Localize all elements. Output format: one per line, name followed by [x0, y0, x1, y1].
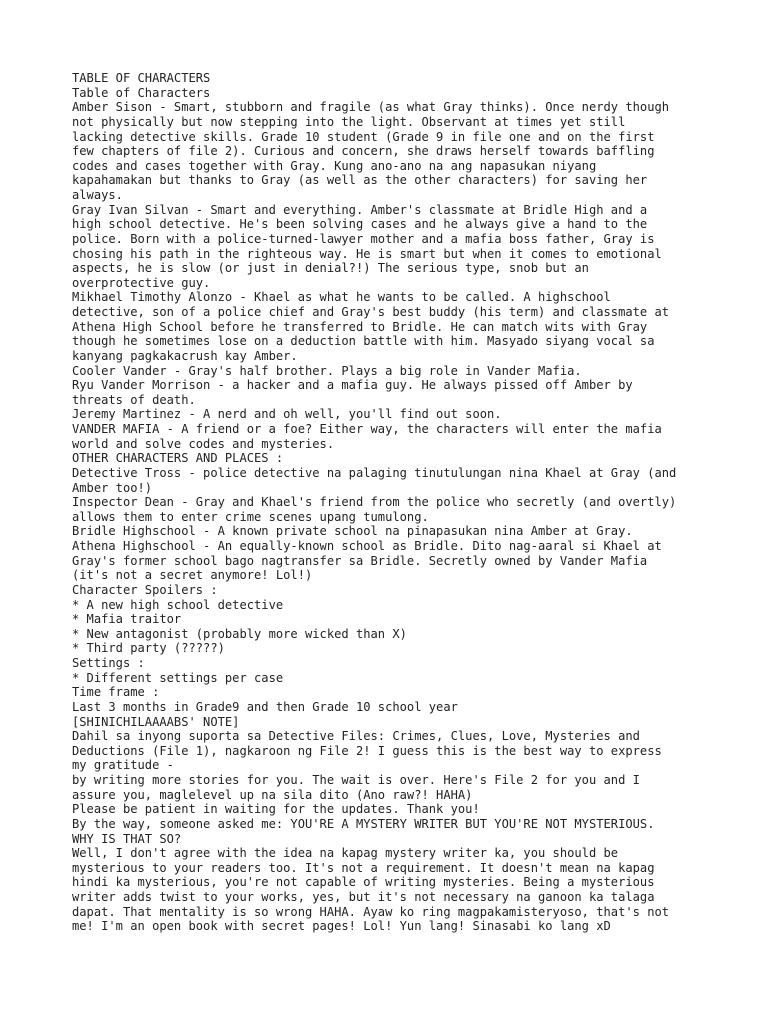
character-jeremy: Jeremy Martinez - A nerd and oh well, you'll find out soon.: [72, 407, 502, 422]
document-heading: TABLE OF CHARACTERS: [72, 71, 211, 85]
section-heading-note: [SHINICHILAAAABS' NOTE]: [72, 714, 240, 729]
note-paragraph: Well, I don't agree with the idea na kapag mystery writer ka, you should be mysterious to your readers too. It's not a requirement. It doesn't mean na kapag hindi ka mysterious, you're not capable of writing mysteries. Being a mysterious writer adds twist to your works, yes, but it's not necessary na ganoon ka talaga dapat. That mentality is so wrong HAHA. Ayaw ko ring magpakamisteryoso, that's not me! I'm an open book with secret pages! Lol! Yun lang! Sinasabi ko lang xD: [72, 846, 670, 934]
note-paragraph: Dahil sa inyong suporta sa Detective Files: Crimes, Clues, Love, Mysteries and Deductions (File 1), nagkaroon ng File 2! I guess this is the best way to express my gratitude -: [72, 729, 662, 773]
section-heading-spoilers: Character Spoilers :: [72, 582, 218, 597]
character-tross: Detective Tross - police detective na palaging tinutulungan nina Khael at Gray (and Amber too!): [72, 465, 677, 495]
spoiler-item: * A new high school detective: [72, 597, 284, 612]
document-body: [72, 71, 712, 934]
section-heading-other: OTHER CHARACTERS AND PLACES :: [72, 451, 284, 466]
character-dean: Inspector Dean - Gray and Khael's friend from the police who secretly (and overtly) allows them to enter crime scenes upang tumulong.: [72, 495, 677, 524]
note-paragraph: by writing more stories for you. The wait is over. Here's File 2 for you and I assure you, maglelevel up na sila dito (Ano raw?! HAHA): [72, 773, 640, 802]
character-amber: Amber Sison - Smart, stubborn and fragile (as what Gray thinks). Once nerdy though not physically but now stepping into the light. Observant at times yet still lacking detective skills. Grade 10 student (Grade 9 in file one and on the first few chapters of file 2). Curious and concern, she draws herself towards baffling codes and cases together with Gray. Kung ano-ano na ang napasukan niyang kapahamakan but thanks to Gray (as well as the other characters) for saving her always.: [72, 100, 670, 202]
place-athena: Athena Highschool - An equally-known school as Bridle. Dito nag-aaral si Khael at Gray's former school bago nagtransfer sa Bridle. Secretly owned by Vander Mafia (it's not a secret anymore! Lol!): [72, 539, 662, 583]
character-gray: Gray Ivan Silvan - Smart and everything. Amber's classmate at Bridle High and a high school detective. He's been solving cases and he always give a hand to the police. Born with a police-turned-lawyer mother and a mafia boss father, Gray is chosing his path in the righteous way. He is smart but when it comes to emotional aspects, he is slow (or just in denial?!) The serious type, snob but an overprotective guy.: [72, 202, 662, 290]
vander-mafia: VANDER MAFIA - A friend or a foe? Either way, the characters will enter the mafia world and solve codes and mysteries.: [72, 422, 662, 451]
section-heading-settings: Settings :: [72, 656, 145, 670]
document-subheading: Table of Characters: [72, 85, 211, 100]
place-bridle: Bridle Highschool - A known private school na pinapasukan nina Amber at Gray.: [72, 524, 633, 539]
note-paragraph: Please be patient in waiting for the updates. Thank you!: [72, 802, 480, 817]
spoiler-item: * Mafia traitor: [72, 612, 182, 627]
note-paragraph: By the way, someone asked me: YOU'RE A MYSTERY WRITER BUT YOU'RE NOT MYSTERIOUS. WHY IS THAT SO?: [72, 816, 655, 846]
character-cooler: Cooler Vander - Gray's half brother. Plays a big role in Vander Mafia.: [72, 363, 582, 378]
settings-item: * Different settings per case: [72, 670, 284, 685]
spoiler-item: * New antagonist (probably more wicked than X): [72, 626, 407, 641]
spoiler-item: * Third party (?????): [72, 641, 225, 656]
character-khael: Mikhael Timothy Alonzo - Khael as what he wants to be called. A highschool detective, son of a police chief and Gray's best buddy (his term) and classmate at Athena High School before he transferred to Bridle. He can match wits with Gray though he sometimes lose on a deduction battle with him. Masyado siyang vocal sa kanyang pagkakacrush kay Amber.: [72, 290, 670, 363]
section-heading-timeframe: Time frame :: [72, 685, 160, 700]
character-ryu: Ryu Vander Morrison - a hacker and a mafia guy. He always pissed off Amber by threats of death.: [72, 378, 633, 407]
timeframe-text: Last 3 months in Grade9 and then Grade 10 school year: [72, 699, 458, 714]
